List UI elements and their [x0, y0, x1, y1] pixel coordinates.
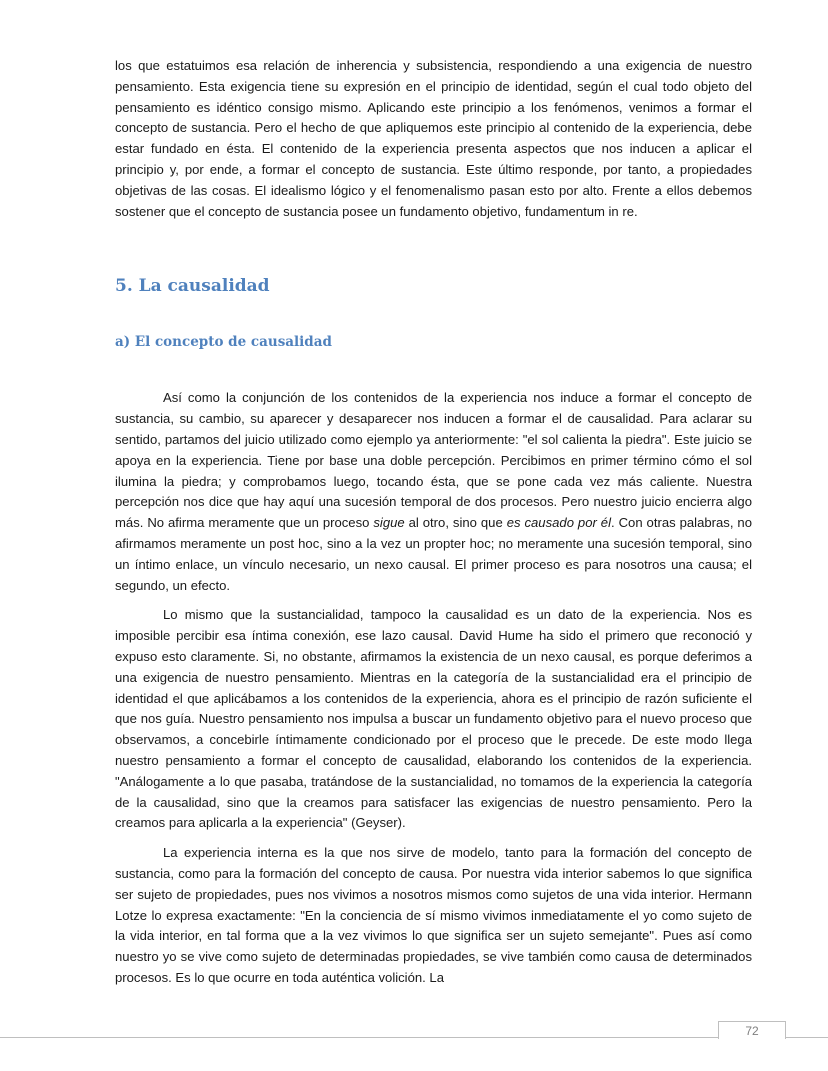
page-number: 72	[718, 1021, 786, 1039]
section-heading: 5. La causalidad	[115, 276, 270, 297]
paragraph-1-text-c: . Con otras palabras, no afirmamos meramente un post hoc, sino a la vez un propter hoc; no meramente una sucesión temporal, sino un íntimo enlace, un vínculo necesario, un nexo causal. El primer proceso es para nosotros una causa; el segundo, un efecto.	[115, 515, 752, 593]
body-paragraph-1	[115, 388, 752, 596]
footer-rule	[0, 1037, 828, 1038]
emphasis-sigue: sigue	[373, 515, 405, 531]
body-paragraph-3: La experiencia interna es la que nos sirve de modelo, tanto para la formación del concepto de sustancia, como para la formación del concepto de causa. Por nuestra vida interior sabemos lo que significa ser sujeto de propiedades, pues nos vivimos a nosotros mismos como sujetos de una vida interior. Hermann Lotze lo expresa exactamente: "En la conciencia de sí mismo vivimos inmediatamente el yo como sujeto de la vida interior, en tal forma que a la vez vivimos lo que significa ser un sujeto semejante". Pues así como nuestro yo se vive como sujeto de determinadas propiedades, se vive también como causa de determinados procesos. Es lo que ocurre en toda auténtica volición. La	[115, 845, 752, 985]
intro-paragraph: los que estatuimos esa relación de inherencia y subsistencia, respondiendo a una exigencia de nuestro pensamiento. Esta exigencia tiene su expresión en el principio de identidad, según el cual todo objeto del pensamiento es idéntico consigo mismo. Aplicando este principio a los fenómenos, venimos a formar el concepto de sustancia. Pero el hecho de que apliquemos este principio al contenido de la experiencia, debe estar fundado en ésta. El contenido de la experiencia presenta aspectos que nos inducen a aplicar el principio y, por ende, a formar el concepto de sustancia. Este último responde, por tanto, a propiedades objetivas de las cosas. El idealismo lógico y el fenomenalismo pasan esto por alto. Frente a ellos debemos sostener que el concepto de sustancia posee un fundamento objetivo, fundamentum in re.	[115, 58, 752, 219]
document-page	[115, 56, 752, 989]
subsection-heading: a) El concepto de causalidad	[115, 334, 332, 351]
body-paragraph-2: Lo mismo que la sustancialidad, tampoco la causalidad es un dato de la experiencia. Nos es imposible percibir esa íntima conexión, ese lazo causal. David Hume ha sido el primero que reconoció y expuso esto claramente. Si, no obstante, afirmamos la existencia de un nexo causal, es porque deferimos a una exigencia de nuestro pensamiento. Mientras en la categoría de la sustancialidad era el principio de identidad el que aplicábamos a los contenidos de la experiencia, ahora es el principio de razón suficiente el que nos guía. Nuestro pensamiento nos impulsa a buscar un fundamento objetivo para el nuevo proceso que observamos, a concebirle íntimamente condicionado por el proceso que le precede. De este modo llega nuestro pensamiento a formar el concepto de causalidad, elaborando los contenidos de la experiencia. "Análogamente a lo que pasaba, tratándose de la sustancialidad, no tomamos de la experiencia la categoría de la causalidad, sino que la creamos para satisfacer las exigencias de nuestro pensamiento. Pero la creamos para aplicarla a la experiencia" (Geyser).	[115, 607, 752, 831]
emphasis-es-causado: es causado por él	[506, 515, 611, 531]
paragraph-1-text-a: Así como la conjunción de los contenidos de la experiencia nos induce a formar el concepto de sustancia, su cambio, su aparecer y desaparecer nos inducen a formar el de causalidad. Para aclarar su sentido, partamos del juicio utilizado como ejemplo ya anteriormente: "el sol calienta la piedra". Este juicio se apoya en la experiencia. Tiene por base una doble percepción. Percibimos en primer término cómo el sol ilumina la piedra; y comprobamos luego, tocando ésta, que se pone cada vez más caliente. Nuestra percepción nos dice que hay aquí una sucesión temporal de dos procesos. Pero nuestro juicio encierra algo más. No afirma meramente que un proceso	[115, 390, 752, 531]
paragraph-1-text-b: al otro, sino que	[404, 515, 507, 531]
